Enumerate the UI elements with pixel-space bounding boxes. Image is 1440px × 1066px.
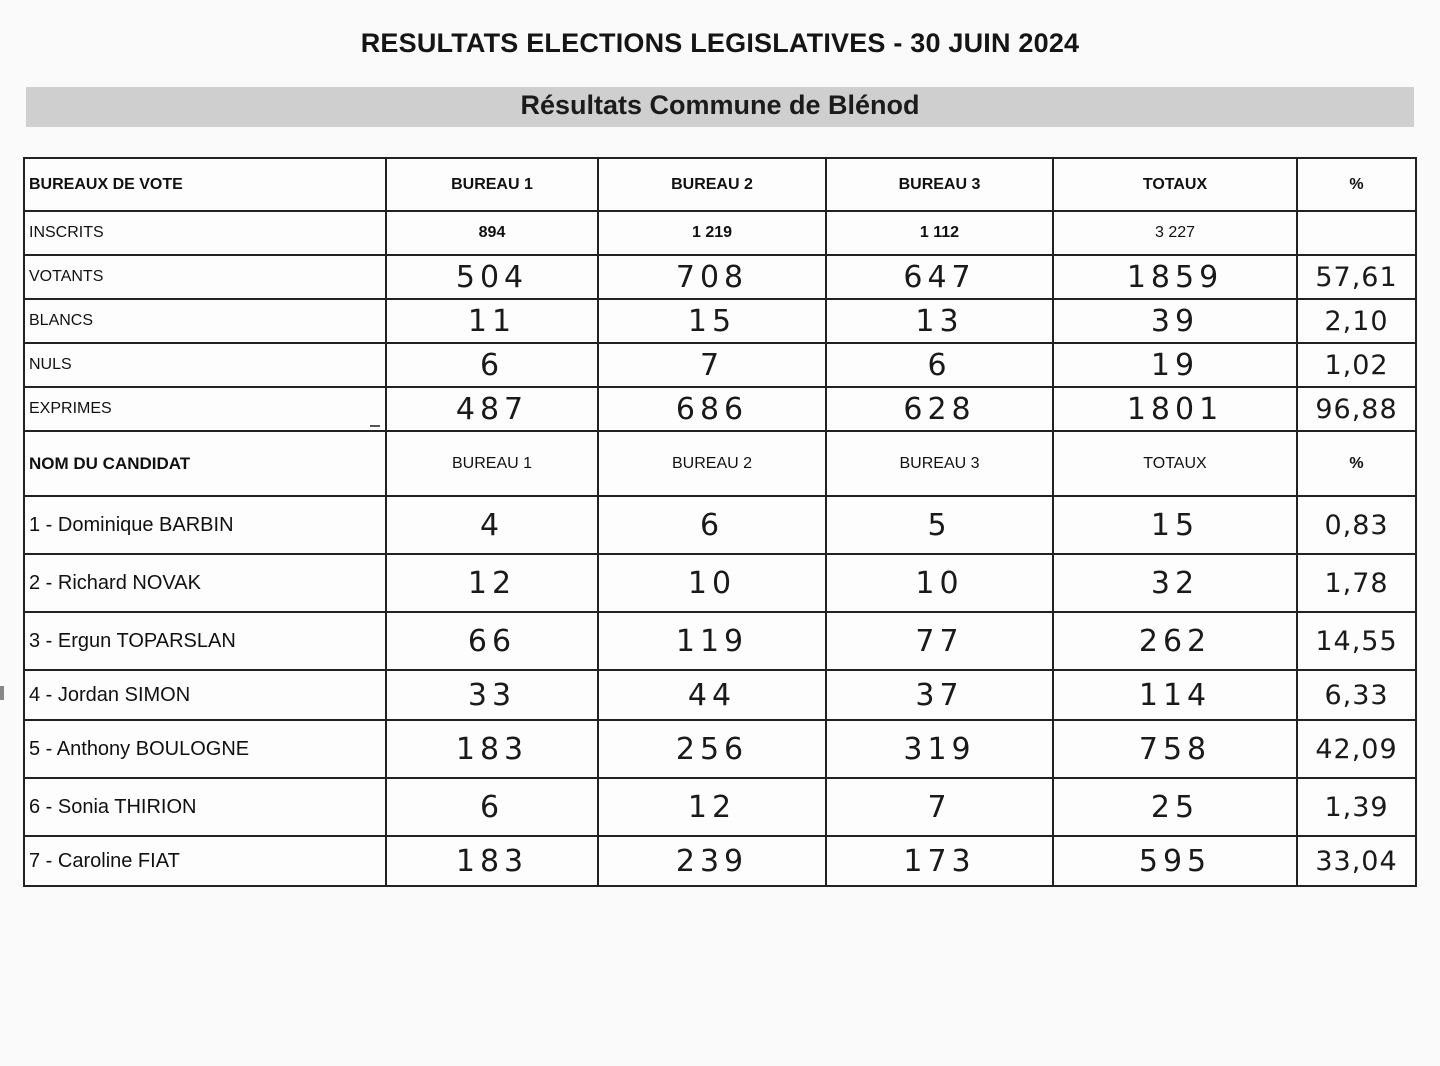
inscrits-total: 3 227 <box>1053 211 1297 255</box>
nuls-bureau-1: 6 <box>386 343 598 387</box>
exprimes-bureau-2: 686 <box>598 387 826 431</box>
candidate-percent: 14,55 <box>1297 612 1416 670</box>
row-nuls <box>24 343 1416 387</box>
candidate-row <box>24 554 1416 612</box>
candidate-name: 6 - Sonia THIRION <box>24 778 386 836</box>
document-subtitle: Résultats Commune de Blénod <box>520 90 920 120</box>
candidate-bureau-3: 10 <box>826 554 1053 612</box>
candidate-total: 15 <box>1053 496 1297 554</box>
blancs-bureau-1: 11 <box>386 299 598 343</box>
candidate-total: 758 <box>1053 720 1297 778</box>
candidate-percent: 6,33 <box>1297 670 1416 720</box>
votants-bureau-1: 504 <box>386 255 598 299</box>
candidate-bureau-1: 183 <box>386 720 598 778</box>
candidate-bureau-3: 7 <box>826 778 1053 836</box>
candidate-percent: 33,04 <box>1297 836 1416 886</box>
row-blancs <box>24 299 1416 343</box>
candidate-bureau-2: 44 <box>598 670 826 720</box>
candidate-bureau-2: 6 <box>598 496 826 554</box>
exprimes-bureau-3: 628 <box>826 387 1053 431</box>
candidate-total: 25 <box>1053 778 1297 836</box>
inscrits-percent <box>1297 211 1416 255</box>
candidate-bureau-3: 77 <box>826 612 1053 670</box>
nuls-total: 19 <box>1053 343 1297 387</box>
document-title: RESULTATS ELECTIONS LEGISLATIVES - 30 JUIN 2024 <box>360 28 1080 58</box>
candidate-bureau-1: 6 <box>386 778 598 836</box>
header-bureau-1: BUREAU 1 <box>386 158 598 211</box>
candidate-bureau-3: 319 <box>826 720 1053 778</box>
candidate-total: 32 <box>1053 554 1297 612</box>
candidate-header-bureau-3: BUREAU 3 <box>826 431 1053 496</box>
blancs-bureau-2: 15 <box>598 299 826 343</box>
row-label: INSCRITS <box>24 211 386 255</box>
header-totaux: TOTAUX <box>1053 158 1297 211</box>
candidate-row <box>24 612 1416 670</box>
candidate-bureau-2: 119 <box>598 612 826 670</box>
blancs-bureau-3: 13 <box>826 299 1053 343</box>
results-table <box>23 157 1417 887</box>
candidate-name: 2 - Richard NOVAK <box>24 554 386 612</box>
votants-bureau-2: 708 <box>598 255 826 299</box>
candidate-header-percent: % <box>1297 431 1416 496</box>
row-label: BLANCS <box>24 299 386 343</box>
candidate-bureau-1: 33 <box>386 670 598 720</box>
votants-bureau-3: 647 <box>826 255 1053 299</box>
candidate-bureau-2: 12 <box>598 778 826 836</box>
nuls-bureau-2: 7 <box>598 343 826 387</box>
paper-edge-mark <box>0 686 4 700</box>
blancs-total: 39 <box>1053 299 1297 343</box>
header-bureau-3: BUREAU 3 <box>826 158 1053 211</box>
candidate-row <box>24 670 1416 720</box>
candidate-name: 4 - Jordan SIMON <box>24 670 386 720</box>
candidate-bureau-1: 66 <box>386 612 598 670</box>
exprimes-total: 1801 <box>1053 387 1297 431</box>
candidate-name: 1 - Dominique BARBIN <box>24 496 386 554</box>
candidate-bureau-2: 256 <box>598 720 826 778</box>
row-label: VOTANTS <box>24 255 386 299</box>
inscrits-bureau-3: 1 112 <box>826 211 1053 255</box>
polling-header-row <box>24 158 1416 211</box>
header-bureau-2: BUREAU 2 <box>598 158 826 211</box>
candidate-bureau-3: 173 <box>826 836 1053 886</box>
candidate-percent: 42,09 <box>1297 720 1416 778</box>
nuls-percent: 1,02 <box>1297 343 1416 387</box>
candidate-row <box>24 836 1416 886</box>
inscrits-bureau-1: 894 <box>386 211 598 255</box>
candidate-row <box>24 720 1416 778</box>
candidate-name: 5 - Anthony BOULOGNE <box>24 720 386 778</box>
candidate-total: 262 <box>1053 612 1297 670</box>
candidate-header-bureau-2: BUREAU 2 <box>598 431 826 496</box>
candidate-bureau-2: 10 <box>598 554 826 612</box>
candidate-header-label: NOM DU CANDIDAT <box>24 431 386 496</box>
nuls-bureau-3: 6 <box>826 343 1053 387</box>
candidate-bureau-1: 183 <box>386 836 598 886</box>
header-label: BUREAUX DE VOTE <box>24 158 386 211</box>
candidate-percent: 1,78 <box>1297 554 1416 612</box>
exprimes-bureau-1: 487 <box>386 387 598 431</box>
row-label: NULS <box>24 343 386 387</box>
votants-percent: 57,61 <box>1297 255 1416 299</box>
candidate-header-bureau-1: BUREAU 1 <box>386 431 598 496</box>
candidate-header-totaux: TOTAUX <box>1053 431 1297 496</box>
row-exprimes <box>24 387 1416 431</box>
blancs-percent: 2,10 <box>1297 299 1416 343</box>
votants-total: 1859 <box>1053 255 1297 299</box>
header-percent: % <box>1297 158 1416 211</box>
row-votants <box>24 255 1416 299</box>
candidate-percent: 0,83 <box>1297 496 1416 554</box>
candidate-row <box>24 778 1416 836</box>
candidate-bureau-3: 37 <box>826 670 1053 720</box>
candidate-name: 7 - Caroline FIAT <box>24 836 386 886</box>
candidate-header-row <box>24 431 1416 496</box>
candidate-percent: 1,39 <box>1297 778 1416 836</box>
candidate-total: 595 <box>1053 836 1297 886</box>
inscrits-bureau-2: 1 219 <box>598 211 826 255</box>
candidate-bureau-2: 239 <box>598 836 826 886</box>
candidate-bureau-1: 12 <box>386 554 598 612</box>
candidate-name: 3 - Ergun TOPARSLAN <box>24 612 386 670</box>
candidate-total: 114 <box>1053 670 1297 720</box>
candidate-bureau-1: 4 <box>386 496 598 554</box>
candidate-row <box>24 496 1416 554</box>
pen-mark <box>370 425 380 427</box>
row-label: EXPRIMES <box>24 387 386 431</box>
candidate-bureau-3: 5 <box>826 496 1053 554</box>
exprimes-percent: 96,88 <box>1297 387 1416 431</box>
row-inscrits <box>24 211 1416 255</box>
